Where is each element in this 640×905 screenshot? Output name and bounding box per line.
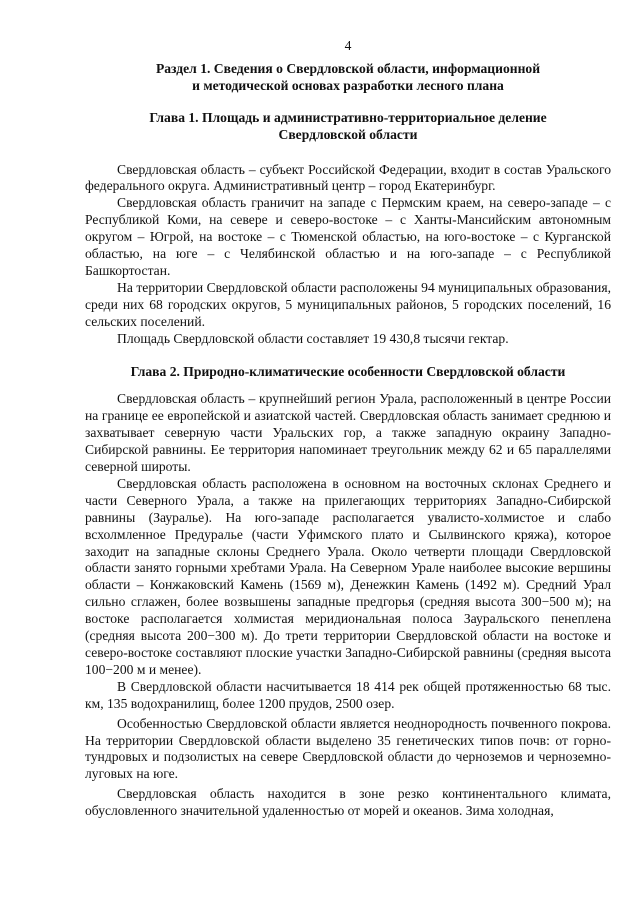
chapter2-paragraph: В Свердловской области насчитывается 18 414 рек общей протяженностью 68 тыс. км, 135 водохранилищ, более 1200 прудов, 2500 озер. (85, 678, 611, 711)
chapter1-title-line: Глава 1. Площадь и административно-территориальное деление (149, 109, 547, 125)
section-title (85, 61, 611, 95)
chapter2-paragraph: Свердловская область – крупнейший регион Урала, расположенный в центре России на границе ее европейской и азиатской частей. Свердловская область занимает среднюю и захватывает северную части Уральских гор, а также западную окраину Западно-Сибирской равнины. Ее территория напоминает треугольник между 62 и 65 параллелями северной широты. (85, 391, 611, 475)
chapter2-paragraph: Свердловская область расположена в основном на восточных склонах Среднего и части Северного Урала, а также на прилегающих территориях Западно-Сибирской равнины (Зауралье). На юго-западе располагается увалисто-холмистое и слабо всхолмленное Предуралье (части Уфимского плато и Сылвинского кряжа), которое заходит на западные склоны Среднего Урала. Около четверти площади Свердловской области занято горными хребтами Урала. На Северном Урале наиболее высокие вершины области – Конжаковский Камень (1569 м), Денежкин Камень (1492 м). Средний Урал сильно сглажен, более возвышены западные предгорья (средняя высота 300−500 м); на востоке располагается холмистая меридиональная полоса Зауральского пенеплена (средняя высота 200−300 м). До трети территории Свердловской области на востоке и северо-востоке составляют плоские участки Западно-Сибирской равнины (средняя высота 100−200 м и менее). (85, 475, 611, 677)
chapter1-paragraph: Площадь Свердловской области составляет 19 430,8 тысячи гектар. (117, 330, 509, 346)
chapter1-title (85, 110, 611, 144)
section-title-line: Раздел 1. Сведения о Свердловской области, информационной (155, 60, 541, 76)
chapter1-paragraph: На территории Свердловской области расположены 94 муниципальных образования, среди них 68 городских округов, 5 муниципальных районов, 5 городских поселений, 16 сельских поселений. (85, 279, 611, 329)
chapter1-title-line: Свердловской области (278, 126, 418, 142)
chapter1-paragraph: Свердловская область – субъект Российской Федерации, входит в состав Уральского федерального округа. Административный центр – город Екатеринбург. (85, 161, 611, 194)
section-title-line: и методической основах разработки лесного плана (192, 77, 504, 93)
chapter2-title: Глава 2. Природно-климатические особенности Свердловской области (130, 363, 566, 379)
chapter2-paragraph: Особенностью Свердловской области является неоднородность почвенного покрова. На территории Свердловской области выделено 35 генетических типов почв: от горно-тундровых и подзолистых на севере Свердловской области до черноземов и черноземно-луговых на юге. (85, 715, 611, 782)
page-number: 4 (344, 38, 352, 53)
chapter1-paragraph: Свердловская область граничит на западе с Пермским краем, на северо-западе – с Республикой Коми, на севере и северо-востоке – с Ханты-Мансийским автономным округом – Югрой, на востоке – с Тюменской областью, на юго-востоке – с Курганской областью, на юге – с Челябинской областью и на юго-западе – с Республикой Башкортостан. (85, 195, 611, 278)
chapter2-paragraph: Свердловская область находится в зоне резко континентального климата, обусловленного значительной удаленностью от морей и океанов. Зима холодная, (85, 786, 611, 819)
